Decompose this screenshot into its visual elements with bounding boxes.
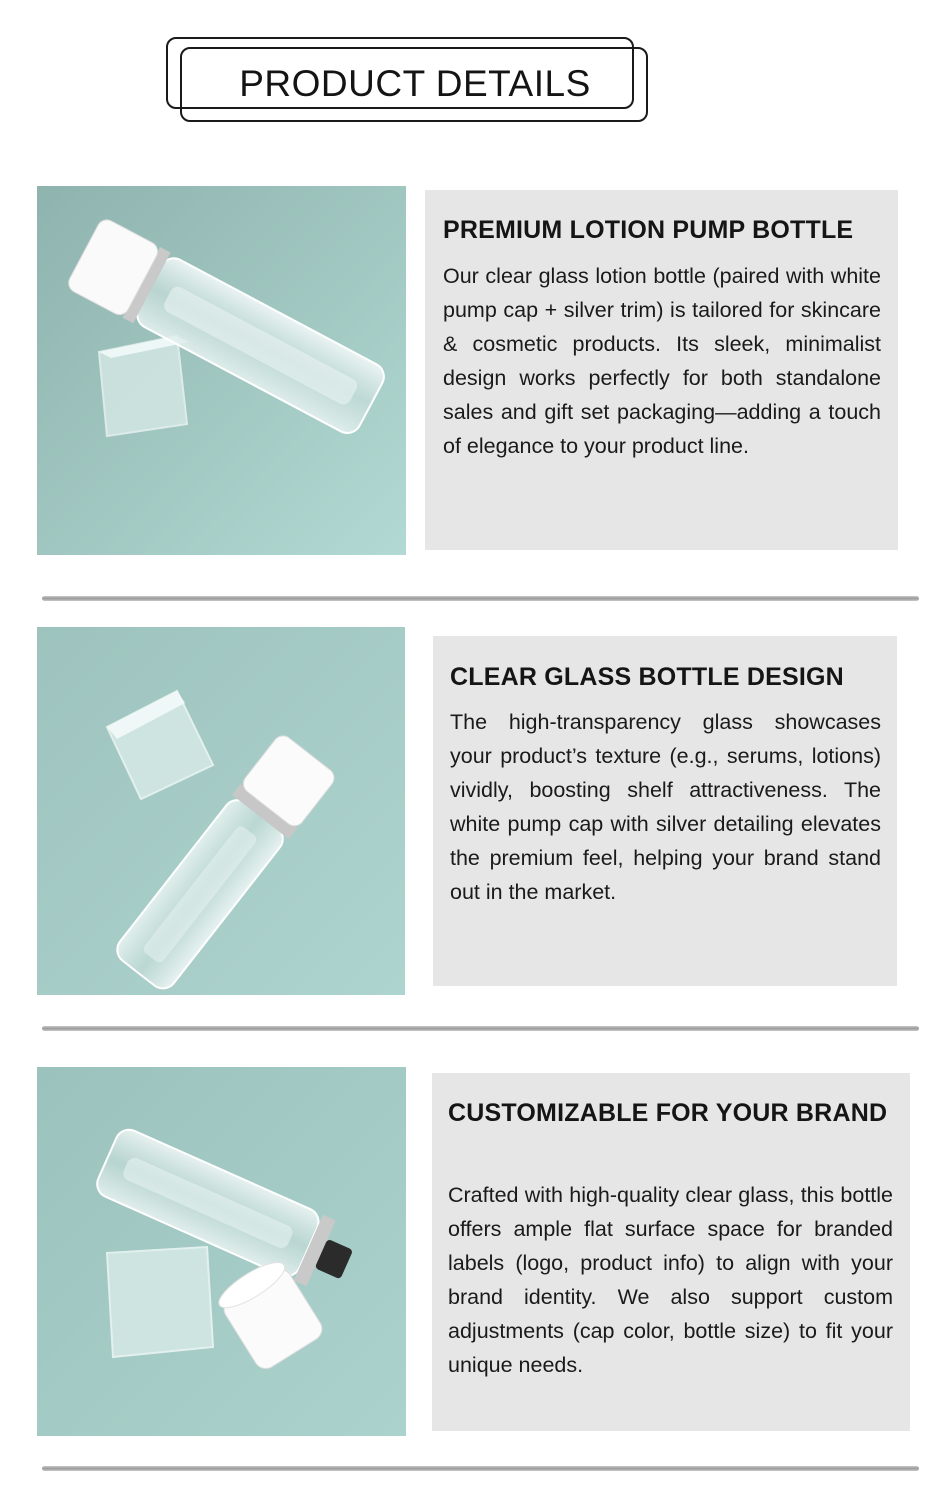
section-heading: CUSTOMIZABLE FOR YOUR BRAND <box>448 1099 888 1127</box>
info-card-2 <box>433 636 897 986</box>
product-photo-1 <box>37 186 406 555</box>
section-divider <box>42 596 919 601</box>
bottle-on-cube-illustration <box>37 186 406 555</box>
section-body: The high-transparency glass showcases your product’s texture (e.g., serums, lotions) vividly, boosting shelf attractiveness. The white pump cap with silver detailing elevates the premium feel, helping your brand stand out in the market. <box>450 710 881 904</box>
product-photo-2 <box>37 627 405 995</box>
product-photo-3 <box>37 1067 406 1436</box>
section-divider <box>42 1466 919 1471</box>
info-card-3 <box>432 1073 910 1431</box>
page-title: PRODUCT DETAILS <box>239 63 591 104</box>
section-heading: PREMIUM LOTION PUMP BOTTLE <box>443 216 854 244</box>
bottle-cap-cube-illustration <box>37 1067 406 1436</box>
section-body: Our clear glass lotion bottle (paired with white pump cap + silver trim) is tailored for skincare & cosmetic products. Its sleek, minimalist design works perfectly for both standalone sales and gift set packaging—adding a touch of elegance to your product line. <box>443 264 881 458</box>
info-card-1 <box>425 190 898 550</box>
bottle-and-cube-illustration <box>37 627 405 995</box>
section-divider <box>42 1026 919 1031</box>
section-body: Crafted with high-quality clear glass, this bottle offers ample flat surface space for branded labels (logo, product info) to align with your brand identity. We also support custom adjustments (cap color, bottle size) to fit your unique needs. <box>448 1183 893 1377</box>
section-heading: CLEAR GLASS BOTTLE DESIGN <box>450 663 844 691</box>
